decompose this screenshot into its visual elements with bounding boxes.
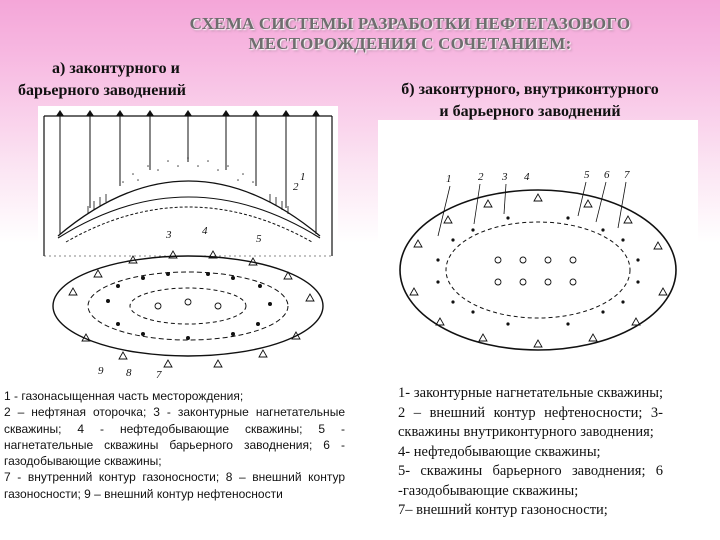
label-a-8: 8 xyxy=(126,367,132,379)
label-b-7: 7 xyxy=(624,169,630,181)
gas-wells-b xyxy=(495,257,576,285)
title-line-1: СХЕМА СИСТЕМЫ РАЗРАБОТКИ НЕФТЕГАЗОВОГО xyxy=(189,14,631,33)
panel-b-heading xyxy=(365,79,695,123)
label-a-3: 3 xyxy=(166,229,172,241)
legend-b xyxy=(398,384,663,521)
legend-a-item-3: 7 - внутренний контур газоносности; 8 – внешний контур газоносности; 9 – внешний контур нефтеносности xyxy=(4,470,345,501)
dome-top xyxy=(58,181,320,236)
label-a-1: 1 xyxy=(300,171,306,183)
diagram-a-drawing xyxy=(38,106,338,382)
legend-a-item-2: 2 – нефтяная оторочка; 3 - законтурные нагнетательные скважины; 4 - нефтедобывающие скважины; 5 - нагнетательные скважины барьерного заводнения; 6 - газодобывающие скважины; xyxy=(4,405,345,469)
legend-b-item-3: 5- скважины барьерного заводнения; 6 -газодобывающие скважины; xyxy=(398,463,663,499)
gas-wells xyxy=(155,299,221,309)
legend-a xyxy=(0,382,349,540)
legend-b-item-1: 1- законтурные нагнетательные скважины; 2 – внешний контур нефтеносности; 3- скважины внутриконтурного заводнения; xyxy=(398,385,663,440)
slide-title xyxy=(150,14,670,54)
label-a-5: 5 xyxy=(256,233,262,245)
panel-b-heading-line-2: и барьерного заводнений xyxy=(439,103,621,120)
legend-a-item-1: 1 - газонасыщенная часть месторождения; xyxy=(4,389,244,403)
injection-wells-b xyxy=(410,194,667,347)
inner-gas-contour xyxy=(130,288,246,324)
outer-oil-contour xyxy=(53,256,323,356)
label-b-3: 3 xyxy=(502,171,508,183)
diagram-a xyxy=(38,106,338,382)
legend-b-item-4: 7– внешний контур газоносности; xyxy=(398,502,608,518)
outer-oil-contour-b xyxy=(400,190,676,350)
label-b-5: 5 xyxy=(584,169,590,181)
label-a-7: 7 xyxy=(156,369,162,381)
dome-oil-water-contact xyxy=(66,207,312,242)
label-b-4: 4 xyxy=(524,171,530,183)
panel-a-heading-line-2: барьерного заводнений xyxy=(18,82,187,99)
panel-a-heading xyxy=(18,58,268,102)
title-line-2: МЕСТОРОЖДЕНИЯ С СОЧЕТАНИЕМ: xyxy=(248,34,572,53)
dome-gas-oil-contact xyxy=(58,197,320,238)
label-b-6: 6 xyxy=(604,169,610,181)
outer-gas-contour-b xyxy=(446,222,630,318)
production-wells-b xyxy=(436,216,639,325)
diagram-b xyxy=(378,120,698,380)
label-a-2: 2 xyxy=(293,181,299,193)
label-a-4: 4 xyxy=(202,225,208,237)
label-b-1: 1 xyxy=(446,173,452,185)
panel-b-heading-line-1: б) законтурного, внутриконтурного xyxy=(401,81,659,98)
panel-a-heading-line-1: а) законтурного и xyxy=(52,60,180,77)
label-a-9: 9 xyxy=(98,365,104,377)
label-b-2: 2 xyxy=(478,171,484,183)
diagram-b-drawing xyxy=(378,120,698,380)
production-wells xyxy=(106,272,272,340)
well-heads xyxy=(56,110,320,116)
legend-b-item-2: 4- нефтедобывающие скважины; xyxy=(398,443,601,460)
outer-gas-contour xyxy=(88,272,288,340)
